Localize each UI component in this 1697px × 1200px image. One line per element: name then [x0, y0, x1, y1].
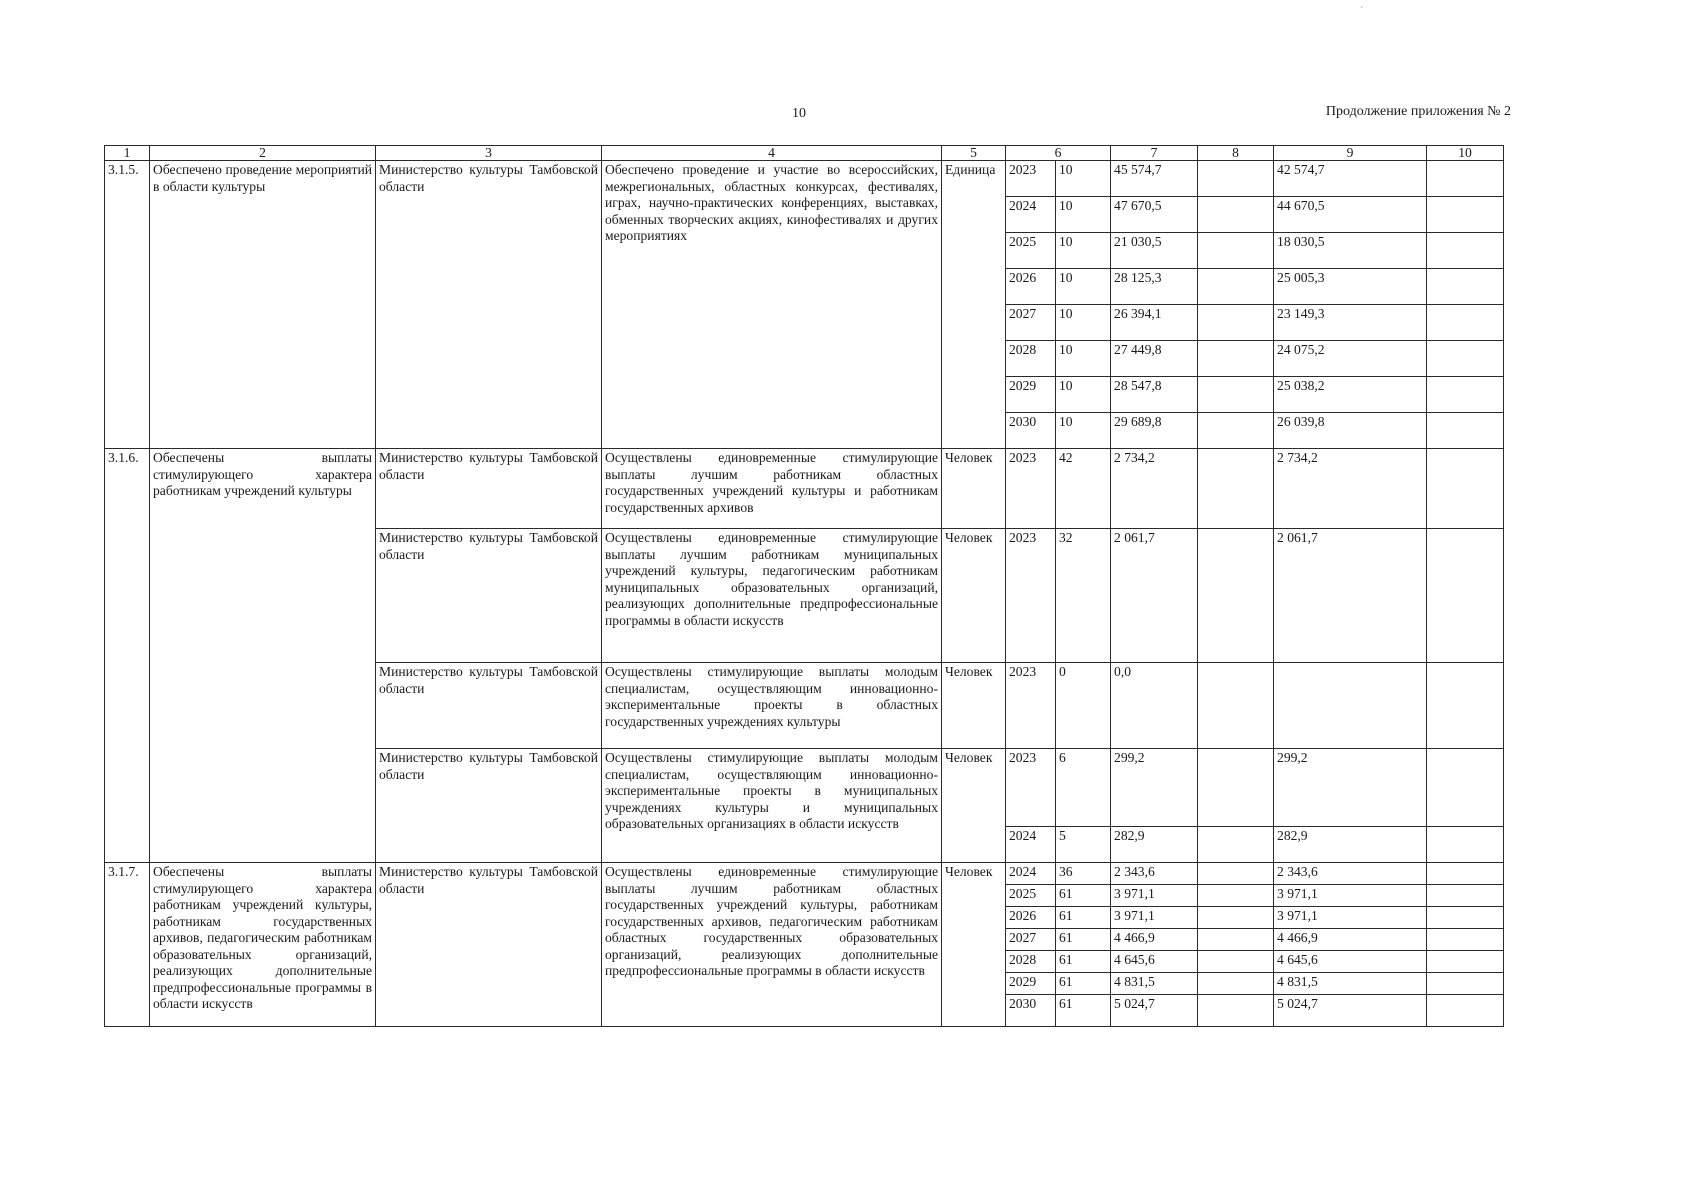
amount-col10-cell [1427, 341, 1504, 377]
amount-col10-cell [1427, 449, 1504, 529]
value-cell: 10 [1056, 197, 1111, 233]
unit-text: Человек [942, 449, 1006, 529]
value-cell: 10 [1056, 341, 1111, 377]
amount-regional-cell: 23 149,3 [1274, 305, 1427, 341]
value-cell: 10 [1056, 269, 1111, 305]
result-text: Обеспечены выплаты стимулирующего характера работникам учреждений культуры [150, 449, 376, 863]
unit-text: Человек [942, 663, 1006, 749]
amount-col8-cell [1198, 663, 1274, 749]
amount-total-cell: 299,2 [1111, 749, 1198, 827]
amount-col10-cell [1427, 907, 1504, 929]
amount-total-cell: 2 343,6 [1111, 863, 1198, 885]
value-cell: 32 [1056, 529, 1111, 663]
amount-total-cell: 5 024,7 [1111, 995, 1198, 1027]
amount-total-cell: 45 574,7 [1111, 161, 1198, 197]
amount-col8-cell [1198, 161, 1274, 197]
value-cell: 10 [1056, 413, 1111, 449]
amount-col8-cell [1198, 749, 1274, 827]
amount-total-cell: 2 734,2 [1111, 449, 1198, 529]
year-cell: 2030 [1006, 995, 1056, 1027]
amount-total-cell: 3 971,1 [1111, 885, 1198, 907]
unit-text: Единица [942, 161, 1006, 449]
year-cell: 2023 [1006, 749, 1056, 827]
amount-regional-cell: 3 971,1 [1274, 907, 1427, 929]
col-header: 7 [1111, 146, 1198, 161]
amount-col10-cell [1427, 951, 1504, 973]
amount-col10-cell [1427, 529, 1504, 663]
col-header: 10 [1427, 146, 1504, 161]
col-header: 2 [150, 146, 376, 161]
col-header: 3 [376, 146, 602, 161]
amount-col10-cell [1427, 827, 1504, 863]
activity-text: Осуществлены единовременные стимулирующие выплаты лучшим работникам областных государственных учреждений культуры, работникам государственных архивов, педагогическим работникам областных государственных образовательных организаций, реализующих дополнительные предпрофессиональные программы в области искусств [602, 863, 942, 1027]
value-cell: 10 [1056, 233, 1111, 269]
amount-col10-cell [1427, 749, 1504, 827]
unit-text: Человек [942, 863, 1006, 1027]
amount-regional-cell: 44 670,5 [1274, 197, 1427, 233]
amount-col8-cell [1198, 929, 1274, 951]
year-cell: 2024 [1006, 827, 1056, 863]
amount-regional-cell: 24 075,2 [1274, 341, 1427, 377]
amount-regional-cell: 282,9 [1274, 827, 1427, 863]
year-cell: 2029 [1006, 973, 1056, 995]
executor-text: Министерство культуры Тамбовской области [376, 161, 602, 449]
value-cell: 10 [1056, 377, 1111, 413]
amount-regional-cell: 5 024,7 [1274, 995, 1427, 1027]
table-row [105, 161, 1504, 197]
amount-col10-cell [1427, 863, 1504, 885]
amount-regional-cell: 2 061,7 [1274, 529, 1427, 663]
value-cell: 42 [1056, 449, 1111, 529]
page-number: 10 [792, 106, 806, 121]
amount-col8-cell [1198, 995, 1274, 1027]
amount-col8-cell [1198, 341, 1274, 377]
amount-col10-cell [1427, 197, 1504, 233]
year-cell: 2026 [1006, 269, 1056, 305]
year-cell: 2030 [1006, 413, 1056, 449]
year-cell: 2024 [1006, 863, 1056, 885]
amount-col10-cell [1427, 233, 1504, 269]
col-header: 9 [1274, 146, 1427, 161]
amount-regional-cell [1274, 663, 1427, 749]
value-cell: 61 [1056, 951, 1111, 973]
amount-regional-cell: 2 343,6 [1274, 863, 1427, 885]
amount-col8-cell [1198, 269, 1274, 305]
value-cell: 61 [1056, 995, 1111, 1027]
executor-text: Министерство культуры Тамбовской области [376, 863, 602, 1027]
amount-col8-cell [1198, 413, 1274, 449]
unit-text: Человек [942, 749, 1006, 863]
amount-total-cell: 47 670,5 [1111, 197, 1198, 233]
result-text: Обеспечены выплаты стимулирующего характера работникам учреждений культуры, работникам государственных архивов, педагогическим работникам образовательных организаций, реализующих дополнительные предпрофессиональные программы в области искусств [150, 863, 376, 1027]
year-cell: 2024 [1006, 197, 1056, 233]
executor-text: Министерство культуры Тамбовской области [376, 749, 602, 863]
value-cell: 6 [1056, 749, 1111, 827]
year-cell: 2023 [1006, 161, 1056, 197]
year-cell: 2029 [1006, 377, 1056, 413]
col-header: 1 [105, 146, 150, 161]
col-header: 6 [1006, 146, 1111, 161]
executor-text: Министерство культуры Тамбовской области [376, 529, 602, 663]
year-cell: 2028 [1006, 341, 1056, 377]
amount-col8-cell [1198, 233, 1274, 269]
value-cell: 61 [1056, 929, 1111, 951]
value-cell: 61 [1056, 973, 1111, 995]
value-cell: 0 [1056, 663, 1111, 749]
amount-col8-cell [1198, 305, 1274, 341]
year-cell: 2023 [1006, 529, 1056, 663]
activity-text: Осуществлены единовременные стимулирующие выплаты лучшим работникам областных государственных учреждений культуры и работникам государственных архивов [602, 449, 942, 529]
amount-col8-cell [1198, 377, 1274, 413]
amount-col8-cell [1198, 529, 1274, 663]
value-cell: 61 [1056, 885, 1111, 907]
amount-regional-cell: 4 466,9 [1274, 929, 1427, 951]
result-text: Обеспечено проведение мероприятий в области культуры [150, 161, 376, 449]
value-cell: 36 [1056, 863, 1111, 885]
col-header: 4 [602, 146, 942, 161]
amount-col8-cell [1198, 951, 1274, 973]
year-cell: 2023 [1006, 663, 1056, 749]
col-header: 8 [1198, 146, 1274, 161]
program-table [104, 145, 1504, 1027]
amount-regional-cell: 299,2 [1274, 749, 1427, 827]
executor-text: Министерство культуры Тамбовской области [376, 663, 602, 749]
amount-regional-cell: 25 038,2 [1274, 377, 1427, 413]
amount-col8-cell [1198, 907, 1274, 929]
value-cell: 10 [1056, 161, 1111, 197]
amount-regional-cell: 42 574,7 [1274, 161, 1427, 197]
year-cell: 2027 [1006, 305, 1056, 341]
amount-col10-cell [1427, 973, 1504, 995]
amount-regional-cell: 3 971,1 [1274, 885, 1427, 907]
scan-speck: ˊ [1360, 6, 1364, 17]
amount-total-cell: 4 645,6 [1111, 951, 1198, 973]
value-cell: 10 [1056, 305, 1111, 341]
activity-text: Осуществлены единовременные стимулирующие выплаты лучшим работникам муниципальных учреждений культуры, педагогическим работникам муниципальных образовательных организаций, реализующих дополнительные предпрофессиональные программы в области искусств [602, 529, 942, 663]
column-number-row [105, 146, 1504, 161]
amount-regional-cell: 25 005,3 [1274, 269, 1427, 305]
year-cell: 2025 [1006, 233, 1056, 269]
amount-col10-cell [1427, 269, 1504, 305]
amount-col8-cell [1198, 449, 1274, 529]
section-number: 3.1.6. [105, 449, 150, 863]
amount-col10-cell [1427, 995, 1504, 1027]
amount-total-cell: 4 466,9 [1111, 929, 1198, 951]
amount-col8-cell [1198, 973, 1274, 995]
amount-col8-cell [1198, 197, 1274, 233]
appendix-note: Продолжение приложения № 2 [1325, 104, 1511, 119]
amount-col10-cell [1427, 885, 1504, 907]
amount-total-cell: 26 394,1 [1111, 305, 1198, 341]
amount-total-cell: 28 125,3 [1111, 269, 1198, 305]
amount-regional-cell: 4 645,6 [1274, 951, 1427, 973]
year-cell: 2026 [1006, 907, 1056, 929]
amount-regional-cell: 26 039,8 [1274, 413, 1427, 449]
col-header: 5 [942, 146, 1006, 161]
executor-text: Министерство культуры Тамбовской области [376, 449, 602, 529]
year-cell: 2028 [1006, 951, 1056, 973]
table-row [105, 863, 1504, 885]
value-cell: 5 [1056, 827, 1111, 863]
amount-col10-cell [1427, 161, 1504, 197]
amount-total-cell: 27 449,8 [1111, 341, 1198, 377]
amount-col10-cell [1427, 929, 1504, 951]
year-cell: 2027 [1006, 929, 1056, 951]
amount-col10-cell [1427, 305, 1504, 341]
table-row [105, 449, 1504, 529]
amount-total-cell: 29 689,8 [1111, 413, 1198, 449]
amount-col8-cell [1198, 885, 1274, 907]
amount-col8-cell [1198, 827, 1274, 863]
unit-text: Человек [942, 529, 1006, 663]
value-cell: 61 [1056, 907, 1111, 929]
section-number: 3.1.7. [105, 863, 150, 1027]
activity-text: Осуществлены стимулирующие выплаты молодым специалистам, осуществляющим инновационно-экспериментальные проекты в областных государственных учреждениях культуры [602, 663, 942, 749]
year-cell: 2023 [1006, 449, 1056, 529]
amount-total-cell: 282,9 [1111, 827, 1198, 863]
amount-total-cell: 4 831,5 [1111, 973, 1198, 995]
amount-total-cell: 0,0 [1111, 663, 1198, 749]
activity-text: Осуществлены стимулирующие выплаты молодым специалистам, осуществляющим инновационно-экспериментальные проекты в муниципальных учреждениях культуры и муниципальных образовательных организациях в области искусств [602, 749, 942, 863]
amount-col8-cell [1198, 863, 1274, 885]
amount-total-cell: 3 971,1 [1111, 907, 1198, 929]
amount-total-cell: 28 547,8 [1111, 377, 1198, 413]
amount-col10-cell [1427, 413, 1504, 449]
year-cell: 2025 [1006, 885, 1056, 907]
activity-text: Обеспечено проведение и участие во всероссийских, межрегиональных, областных конкурсах, фестивалях, играх, научно-практических конференциях, выставках, обменных творческих акциях, кинофестивалях и других мероприятиях [602, 161, 942, 449]
section-number: 3.1.5. [105, 161, 150, 449]
amount-total-cell: 2 061,7 [1111, 529, 1198, 663]
amount-regional-cell: 18 030,5 [1274, 233, 1427, 269]
amount-col10-cell [1427, 377, 1504, 413]
amount-regional-cell: 2 734,2 [1274, 449, 1427, 529]
amount-col10-cell [1427, 663, 1504, 749]
amount-total-cell: 21 030,5 [1111, 233, 1198, 269]
amount-regional-cell: 4 831,5 [1274, 973, 1427, 995]
